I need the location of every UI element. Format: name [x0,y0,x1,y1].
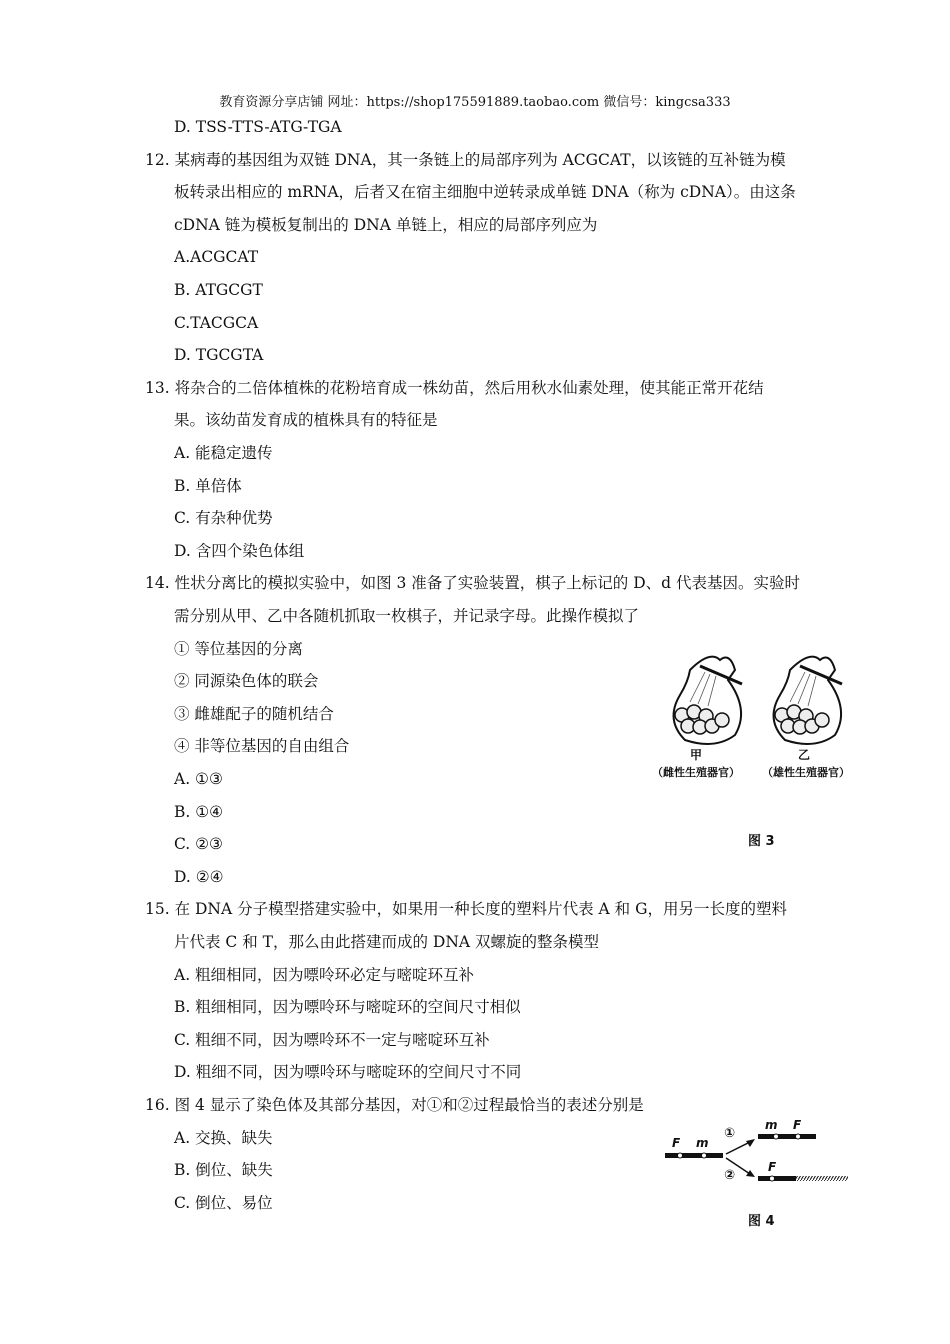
text-line: 15. 在 DNA 分子模型搭建实验中，如果用一种长度的塑料片代表 A 和 G，用另一长度的塑料 [145,900,787,918]
text-line: D. 含四个染色体组 [174,542,305,560]
step2-label: ② [724,1168,736,1183]
text-line: 板转录出相应的 mRNA，后者又在宿主细胞中逆转录成单链 DNA（称为 cDNA）。由这条 [174,183,796,201]
text-line: A. 粗细相同，因为嘌呤环必定与嘧啶环互补 [174,966,475,984]
text-line: ① 等位基因的分离 [174,640,303,658]
text-line: B. 倒位、缺失 [174,1161,273,1179]
text-line: C. 粗细不同，因为嘌呤环不一定与嘧啶环互补 [174,1031,490,1049]
page-header: 教育资源分享店铺 网址：https://shop175591889.taobao.com 微信号：kingcsa333 [219,95,731,110]
text-line: B. ATGCGT [174,281,263,299]
text-line: D. 粗细不同，因为嘌呤环与嘧啶环的空间尺寸不同 [174,1063,522,1081]
text-line: A. 交换、缺失 [174,1129,273,1147]
figure-4 [660,1120,860,1230]
result1-gene-m: m [765,1118,778,1132]
figure-3 [652,640,860,860]
gene-m-label: m [696,1136,709,1150]
result1-gene-f: F [793,1118,802,1132]
text-line: 13. 将杂合的二倍体植株的花粉培育成一株幼苗，然后用秋水仙素处理，使其能正常开花结 [145,379,764,397]
text-line: B. 单倍体 [174,477,242,495]
sub-label-left: （雌性生殖器官） [652,766,740,779]
result2-gene-f: F [768,1160,777,1174]
text-line: 14. 性状分离比的模拟实验中，如图 3 准备了实验装置，棋子上标记的 D、d 代表基因。实验时 [145,574,800,592]
bag-right-icon [774,657,842,744]
text-line: C. 有杂种优势 [174,509,273,527]
text-line: C.TACGCA [174,314,259,332]
text-line: 片代表 C 和 T，那么由此搭建而成的 DNA 双螺旋的整条模型 [174,933,600,951]
text-line: C. ②③ [174,835,223,853]
label-left: 甲 [690,748,703,762]
gene-f-label: F [672,1136,681,1150]
caption-fig3: 图 3 [748,834,775,849]
text-line: B. ①④ [174,803,224,821]
text-line: B. 粗细相同，因为嘌呤环与嘧啶环的空间尺寸相似 [174,998,521,1016]
text-line: 12. 某病毒的基因组为双链 DNA，其一条链上的局部序列为 ACGCAT，以该链的互补链为模 [145,151,786,169]
text-line: C. 倒位、易位 [174,1194,273,1212]
text-line: A. 能稳定遗传 [174,444,273,462]
text-line: 16. 图 4 显示了染色体及其部分基因，对①和②过程最恰当的表述分别是 [145,1096,644,1114]
text-line: cDNA 链为模板复制出的 DNA 单链上，相应的局部序列应为 [174,216,598,234]
caption-fig4: 图 4 [748,1214,775,1229]
text-line: 果。该幼苗发育成的植株具有的特征是 [174,411,438,429]
sub-label-right: （雄性生殖器官） [762,766,850,779]
step1-label: ① [724,1126,736,1141]
text-line: ③ 雌雄配子的随机结合 [174,705,334,723]
text-line: ④ 非等位基因的自由组合 [174,737,350,755]
text-line: A. ①③ [174,770,223,788]
text-line: A.ACGCAT [174,248,259,266]
text-line: ② 同源染色体的联会 [174,672,319,690]
label-right: 乙 [798,748,811,762]
bag-left-icon [674,657,742,744]
text-line: D. TGCGTA [174,346,264,364]
text-line: 需分别从甲、乙中各随机抓取一枚棋子，并记录字母。此操作模拟了 [174,607,640,625]
text-line: D. TSS-TTS-ATG-TGA [174,118,342,136]
text-line: D. ②④ [174,868,224,886]
